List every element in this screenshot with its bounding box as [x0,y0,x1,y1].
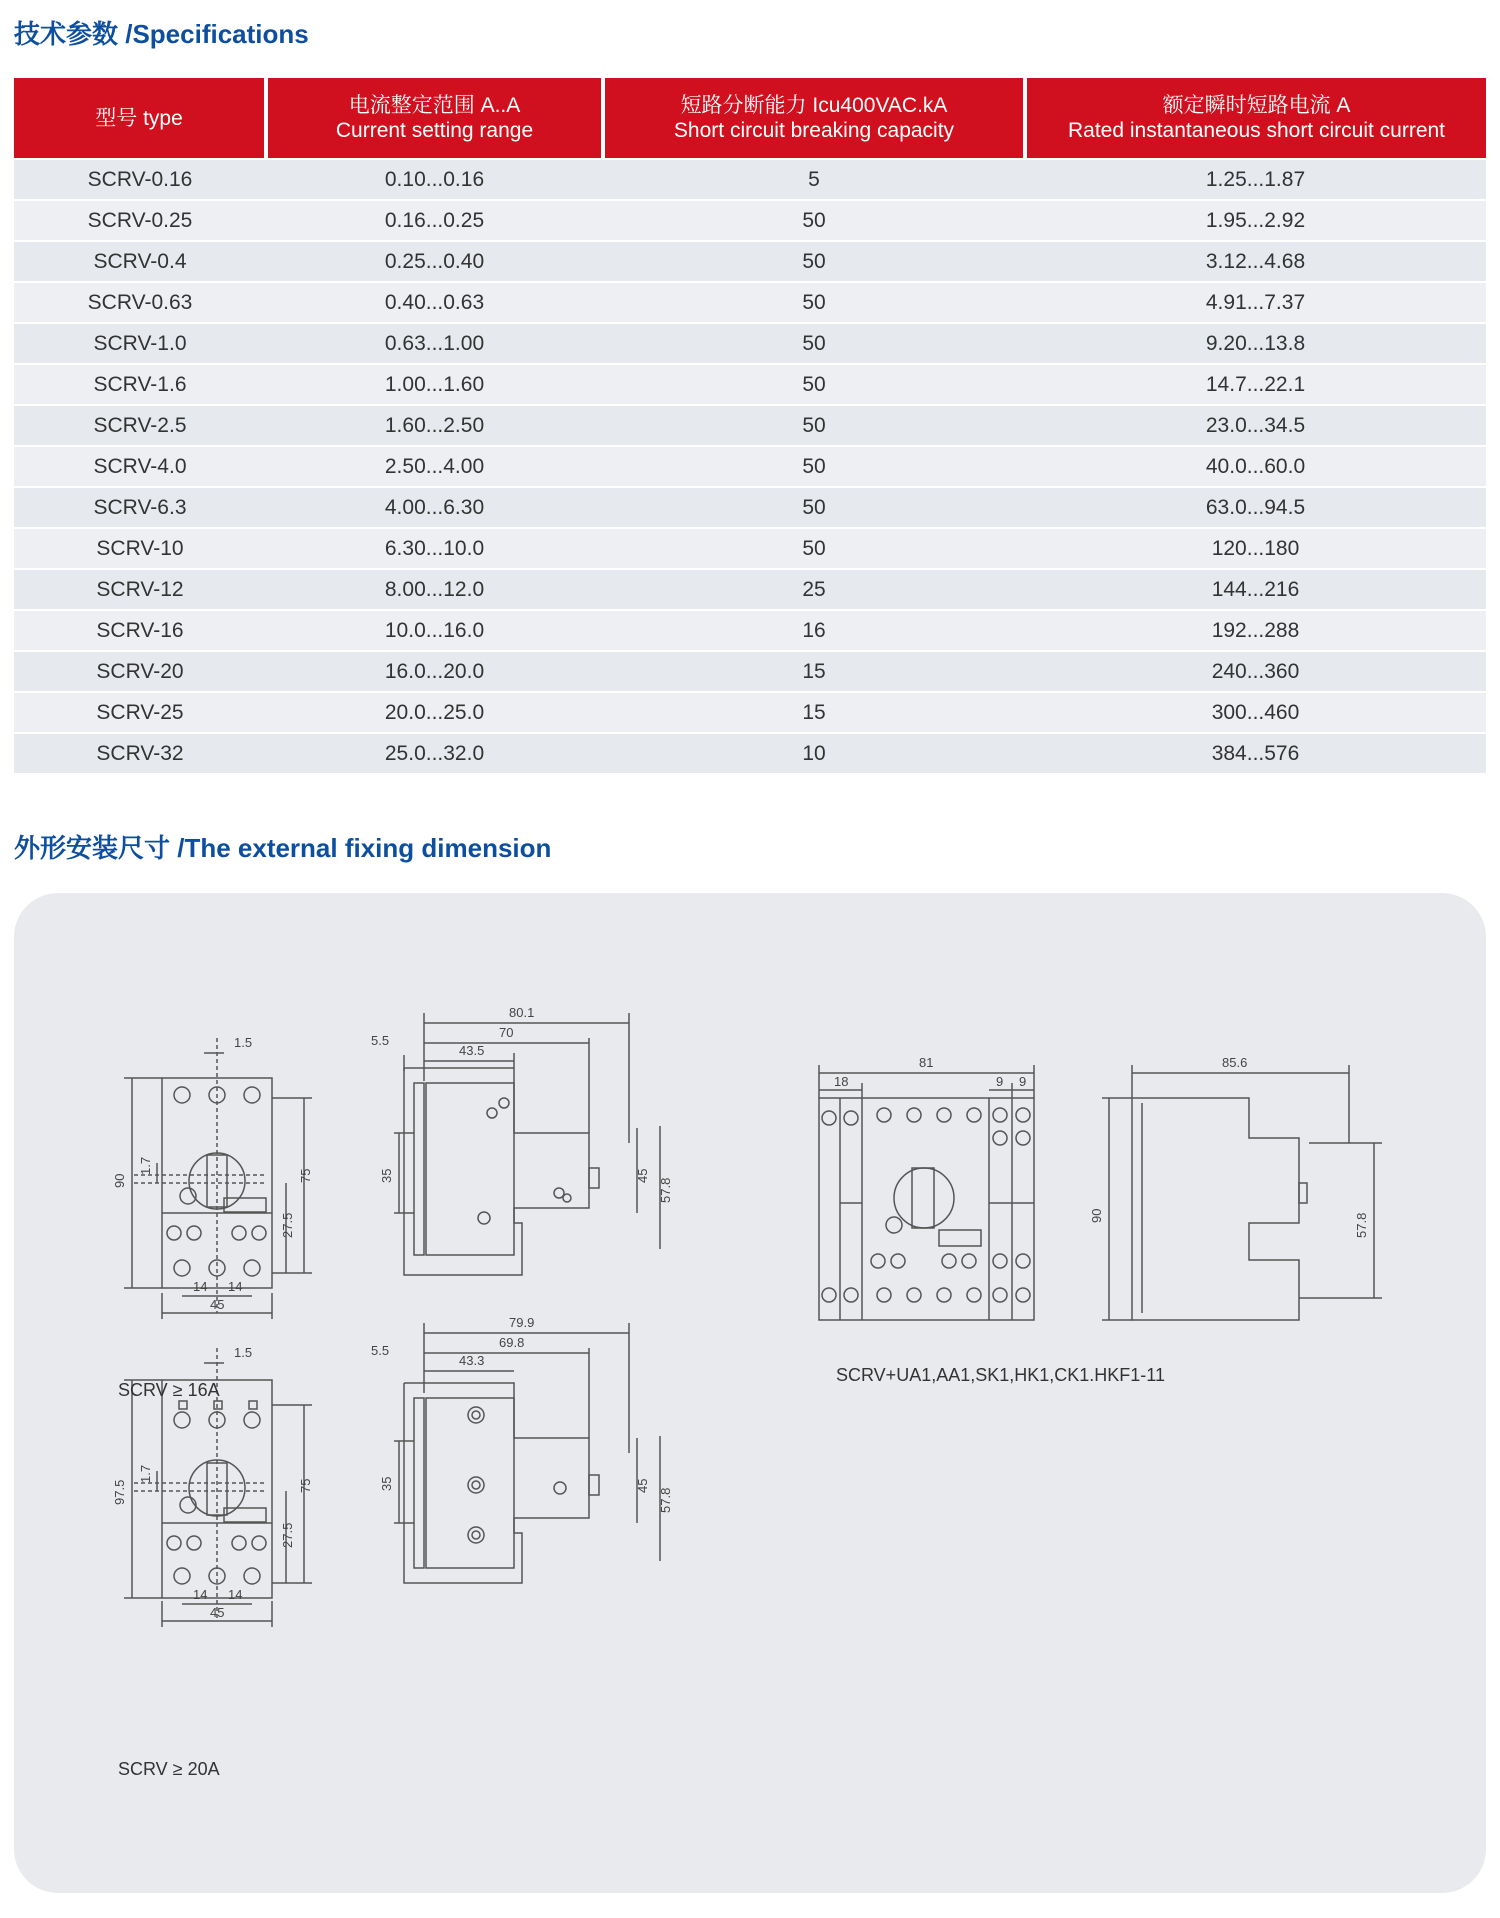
dim-20-height: 97.5 [112,1479,127,1505]
cell-breaking-capacity: 10 [603,733,1025,773]
cell-type: SCRV-0.25 [14,200,266,241]
cell-breaking-capacity: 50 [603,364,1025,405]
cell-instantaneous-current: 1.95...2.92 [1025,200,1486,241]
combo-front-view-labels [834,1055,1026,1089]
cell-type: SCRV-16 [14,610,266,651]
dim-20-h-a: 1.7 [138,1464,153,1483]
cell-breaking-capacity: 50 [603,446,1025,487]
dim-side16-depth: 70 [499,1025,514,1040]
cell-type: SCRV-1.6 [14,364,266,405]
dim-16-offset: 1.5 [234,1035,253,1050]
cell-current-range: 0.63...1.00 [266,323,603,364]
dim-side20-h-b: 57.8 [658,1487,673,1513]
caption-scrv-20a: SCRV ≥ 20A [118,1759,220,1779]
dim-16-height: 90 [112,1173,127,1188]
dim-20-offset: 1.5 [234,1345,253,1360]
dim-combo-side-h-b: 57.8 [1354,1212,1369,1238]
dim-20-w-b: 14 [228,1587,243,1602]
dim-20-w-total: 45 [210,1605,225,1620]
dim-16-h-c: 27.5 [280,1212,295,1238]
table-row [14,323,1486,364]
cell-current-range: 1.00...1.60 [266,364,603,405]
cell-instantaneous-current: 40.0...60.0 [1025,446,1486,487]
side-view-16a-labels [371,1005,673,1203]
cell-instantaneous-current: 14.7...22.1 [1025,364,1486,405]
dim-16-w-total: 45 [210,1297,225,1312]
dim-20-h-c: 27.5 [280,1522,295,1548]
cell-current-range: 16.0...20.0 [266,651,603,692]
dimension-drawing-panel [14,893,1486,1893]
dim-combo-left: 18 [834,1074,849,1089]
dim-16-h-a: 1.7 [138,1156,153,1175]
cell-current-range: 0.40...0.63 [266,282,603,323]
cell-instantaneous-current: 4.91...7.37 [1025,282,1486,323]
table-row [14,487,1486,528]
dim-16-h-b: 75 [298,1168,313,1183]
table-row [14,610,1486,651]
cell-type: SCRV-0.63 [14,282,266,323]
dim-combo-right-a: 9 [996,1074,1004,1089]
cell-breaking-capacity: 25 [603,569,1025,610]
cell-type: SCRV-1.0 [14,323,266,364]
col-header-breaking-capacity: 短路分断能力 Icu400VAC.kA Short circuit breaking capacity [603,78,1025,159]
dim-side16-rail: 5.5 [371,1033,390,1048]
dim-side16-h-a: 45 [635,1168,650,1183]
dim-side16-rail-h: 35 [379,1168,394,1183]
combo-front-view [819,1065,1034,1320]
col-header-instantaneous-current: 额定瞬时短路电流 A Rated instantaneous short circuit current [1025,78,1486,159]
cell-type: SCRV-4.0 [14,446,266,487]
dim-16-w-b: 14 [228,1279,243,1294]
cell-type: SCRV-10 [14,528,266,569]
cell-instantaneous-current: 120...180 [1025,528,1486,569]
col-header-current-range: 电流整定范围 A..A Current setting range [266,78,603,159]
cell-type: SCRV-20 [14,651,266,692]
cell-instantaneous-current: 63.0...94.5 [1025,487,1486,528]
cell-breaking-capacity: 50 [603,241,1025,282]
cell-instantaneous-current: 3.12...4.68 [1025,241,1486,282]
table-row [14,528,1486,569]
cell-breaking-capacity: 50 [603,200,1025,241]
cell-type: SCRV-25 [14,692,266,733]
cell-current-range: 0.25...0.40 [266,241,603,282]
table-row [14,446,1486,487]
dim-side20-depth: 69.8 [499,1335,525,1350]
dim-combo-right-b: 9 [1019,1074,1027,1089]
side-view-16a [394,1013,660,1275]
cell-current-range: 1.60...2.50 [266,405,603,446]
cell-type: SCRV-12 [14,569,266,610]
front-view-16a [124,1038,312,1319]
caption-scrv-combo: SCRV+UA1,AA1,SK1,HK1,CK1.HKF1-11 [836,1365,1165,1385]
cell-breaking-capacity: 5 [603,159,1025,200]
table-header-row [14,78,1486,159]
cell-type: SCRV-2.5 [14,405,266,446]
cell-instantaneous-current: 192...288 [1025,610,1486,651]
cell-current-range: 2.50...4.00 [266,446,603,487]
combo-side-view [1102,1065,1382,1320]
cell-current-range: 10.0...16.0 [266,610,603,651]
table-row [14,651,1486,692]
cell-type: SCRV-0.16 [14,159,266,200]
dim-20-w-a: 14 [193,1587,208,1602]
front-view-16a-labels [112,1035,313,1312]
dim-combo-width: 81 [919,1055,934,1070]
side-view-20a-labels [371,1315,673,1513]
cell-instantaneous-current: 1.25...1.87 [1025,159,1486,200]
specifications-table [14,78,1486,773]
dim-side16-inner: 43.5 [459,1043,485,1058]
cell-instantaneous-current: 240...360 [1025,651,1486,692]
table-row [14,159,1486,200]
cell-current-range: 4.00...6.30 [266,487,603,528]
cell-instantaneous-current: 144...216 [1025,569,1486,610]
caption-scrv-16a: SCRV ≥ 16A [118,1380,220,1400]
technical-drawings [14,893,1486,1893]
cell-instantaneous-current: 384...576 [1025,733,1486,773]
table-row [14,692,1486,733]
dim-20-h-b: 75 [298,1478,313,1493]
dim-side20-rail-h: 35 [379,1476,394,1491]
cell-breaking-capacity: 50 [603,405,1025,446]
cell-type: SCRV-6.3 [14,487,266,528]
dim-16-w-a: 14 [193,1279,208,1294]
table-row [14,241,1486,282]
cell-instantaneous-current: 9.20...13.8 [1025,323,1486,364]
side-view-20a [394,1323,660,1583]
table-row [14,733,1486,773]
cell-current-range: 0.16...0.25 [266,200,603,241]
combo-side-view-labels [1089,1055,1369,1238]
specifications-title: 技术参数 /Specifications [14,19,309,49]
cell-current-range: 20.0...25.0 [266,692,603,733]
table-row [14,200,1486,241]
table-row [14,569,1486,610]
cell-current-range: 8.00...12.0 [266,569,603,610]
dim-side20-overall: 79.9 [509,1315,535,1330]
cell-breaking-capacity: 15 [603,692,1025,733]
col-header-type: 型号 type [14,78,266,159]
dim-side20-h-a: 45 [635,1478,650,1493]
cell-breaking-capacity: 50 [603,487,1025,528]
dimension-title: 外形安装尺寸 /The external fixing dimension [14,833,552,863]
table-row [14,405,1486,446]
dim-side16-overall: 80.1 [509,1005,535,1020]
cell-current-range: 25.0...32.0 [266,733,603,773]
cell-current-range: 0.10...0.16 [266,159,603,200]
cell-current-range: 6.30...10.0 [266,528,603,569]
table-row [14,364,1486,405]
cell-breaking-capacity: 15 [603,651,1025,692]
dim-side20-rail: 5.5 [371,1343,390,1358]
cell-type: SCRV-0.4 [14,241,266,282]
dim-side16-h-b: 57.8 [658,1177,673,1203]
cell-breaking-capacity: 50 [603,323,1025,364]
cell-type: SCRV-32 [14,733,266,773]
cell-instantaneous-current: 300...460 [1025,692,1486,733]
cell-breaking-capacity: 16 [603,610,1025,651]
cell-breaking-capacity: 50 [603,528,1025,569]
dim-side20-inner: 43.3 [459,1353,485,1368]
cell-instantaneous-current: 23.0...34.5 [1025,405,1486,446]
cell-breaking-capacity: 50 [603,282,1025,323]
table-row [14,282,1486,323]
dim-combo-side-depth: 85.6 [1222,1055,1248,1070]
dim-combo-side-height: 90 [1089,1208,1104,1223]
